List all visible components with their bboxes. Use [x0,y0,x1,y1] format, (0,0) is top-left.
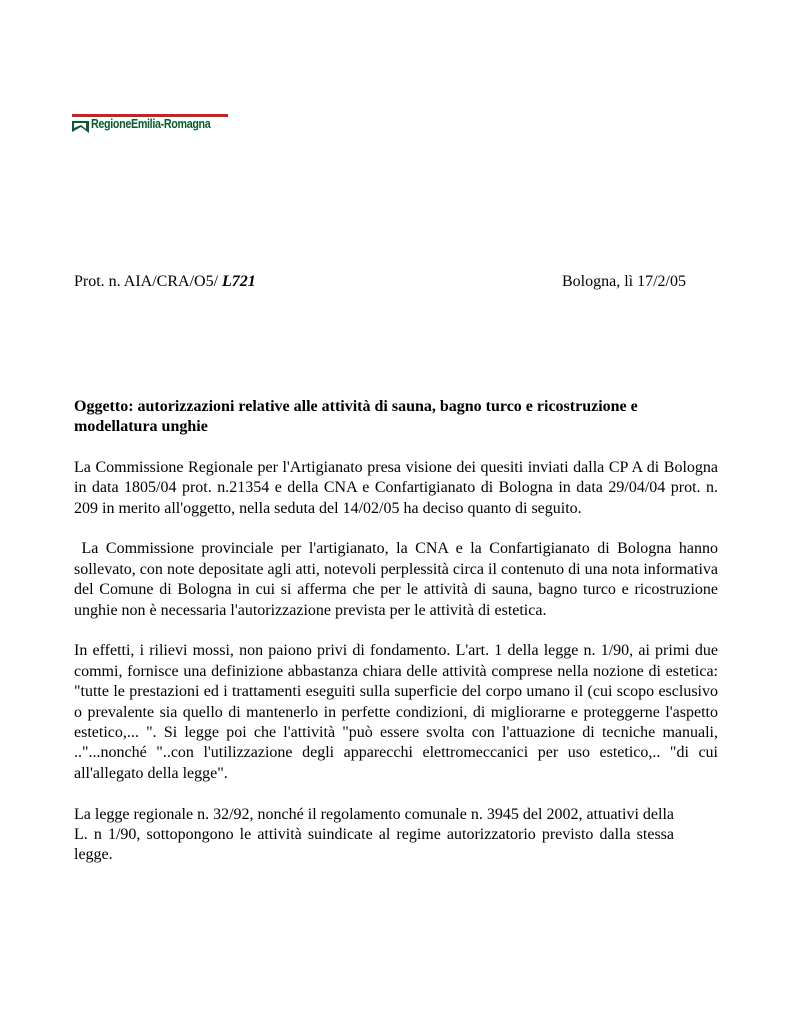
paragraph: In effetti, i rilievi mossi, non paiono privi di fondamento. L'art. 1 della legge n. 1/90, ai primi due commi, fornisce una definizione abbastanza chiara delle attività comprese nella nozione di estetica: "tutte le prestazioni ed i trattamenti eseguiti sulla superficie del corpo umano il (cui scopo esclusivo o prevalente sia quello di mantenerlo in perfette condizioni, di migliorarne e proteggerne l'aspetto estetico,... ". Si legge poi che l'attività "può essere svolta con l'attuazione di tecniche manuali, .."...nonché "..con l'utilizzazione degli apparecchi elettromeccanici per uso estetico,.. "di cui all'allegato della legge". [74,642,718,782]
emilia-romagna-map-icon [72,119,89,133]
protocol-label: Prot. n. AIA/CRA/O5/ [74,273,223,290]
paragraph: La legge regionale n. 32/92, nonché il regolamento comunale n. 3945 del 2002, attuativi della L. n 1/90, sottopongono le attività suindicate al regime autorizzatorio previsto dalla stessa legge. [74,805,674,864]
protocol-number [74,272,256,292]
logo-text: RegioneEmilia-Romagna [91,117,211,131]
paragraph: La Commissione Regionale per l'Artigianato presa visione dei quesiti inviati dalla CP A di Bologna in data 1805/04 prot. n.21354 e della CNA e Confartigianato di Bologna in data 29/04/04 prot. n. 209 in merito all'oggetto, nella seduta del 14/02/05 ha deciso quanto di seguito. [74,458,718,517]
subject-heading: Oggetto: autorizzazioni relative alle attività di sauna, bagno turco e ricostruzione e modellatura unghie [74,398,638,436]
place-date: Bologna, lì 17/2/05 [562,273,686,290]
paragraph: La Commissione provinciale per l'artigianato, la CNA e la Confartigianato di Bologna hanno sollevato, con note depositate agli atti, notevoli perplessità circa il contenuto di una nota informativa del Comune di Bologna in cui si afferma che per le attività di sauna, bagno turco e ricostruzione unghie non è necessaria l'autorizzazione prevista per le attività di estetica. [74,540,722,619]
letter-body [74,397,722,886]
protocol-code: L721 [222,273,256,290]
region-logo [72,114,232,140]
